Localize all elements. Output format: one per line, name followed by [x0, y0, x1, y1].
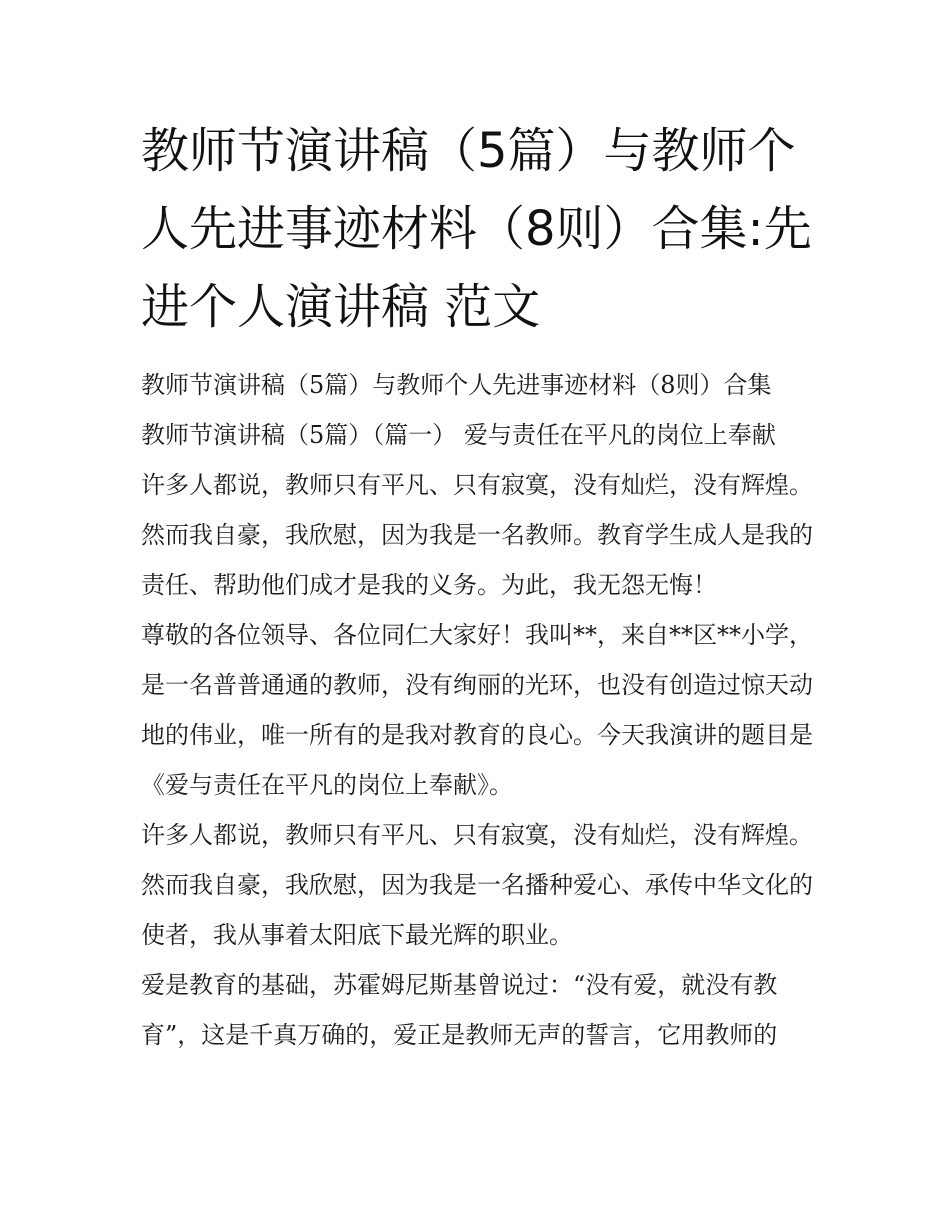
paragraph-body: 许多人都说，教师只有平凡、只有寂寞，没有灿烂，没有辉煌。然而我自豪，我欣慰，因为我是一名教师。教育学生成人是我的责任、帮助他们成才是我的义务。为此，我无怨无悔！ — [141, 471, 813, 599]
document-title: 教师节演讲稿（5篇）与教师个人先进事迹材料（8则）合集:先进个人演讲稿 范文 — [141, 123, 812, 335]
paragraph-body: 爱是教育的基础，苏霍姆尼斯基曾说过：“没有爱，就没有教育”，这是千真万确的，爱正是教师无声的誓言，它用教师的 — [141, 971, 778, 1049]
paragraph-body: 许多人都说，教师只有平凡、只有寂寞，没有灿烂，没有辉煌。然而我自豪，我欣慰，因为我是一名播种爱心、承传中华文化的使者，我从事着太阳底下最光辉的职业。 — [141, 821, 813, 949]
paragraph-subtitle: 教师节演讲稿（5篇）与教师个人先进事迹材料（8则）合集 — [141, 371, 772, 399]
document-body — [141, 112, 821, 1060]
paragraph-section-heading: 教师节演讲稿（5篇）（篇一） 爱与责任在平凡的岗位上奉献 — [141, 421, 776, 449]
paragraph-body: 尊敬的各位领导、各位同仁大家好！我叫**，来自**区**小学，是一名普普通通的教师，没有绚丽的光环，也没有创造过惊天动地的伟业，唯一所有的是我对教育的良心。今天我演讲的题目是《爱与责任在平凡的岗位上奉献》。 — [141, 621, 813, 799]
